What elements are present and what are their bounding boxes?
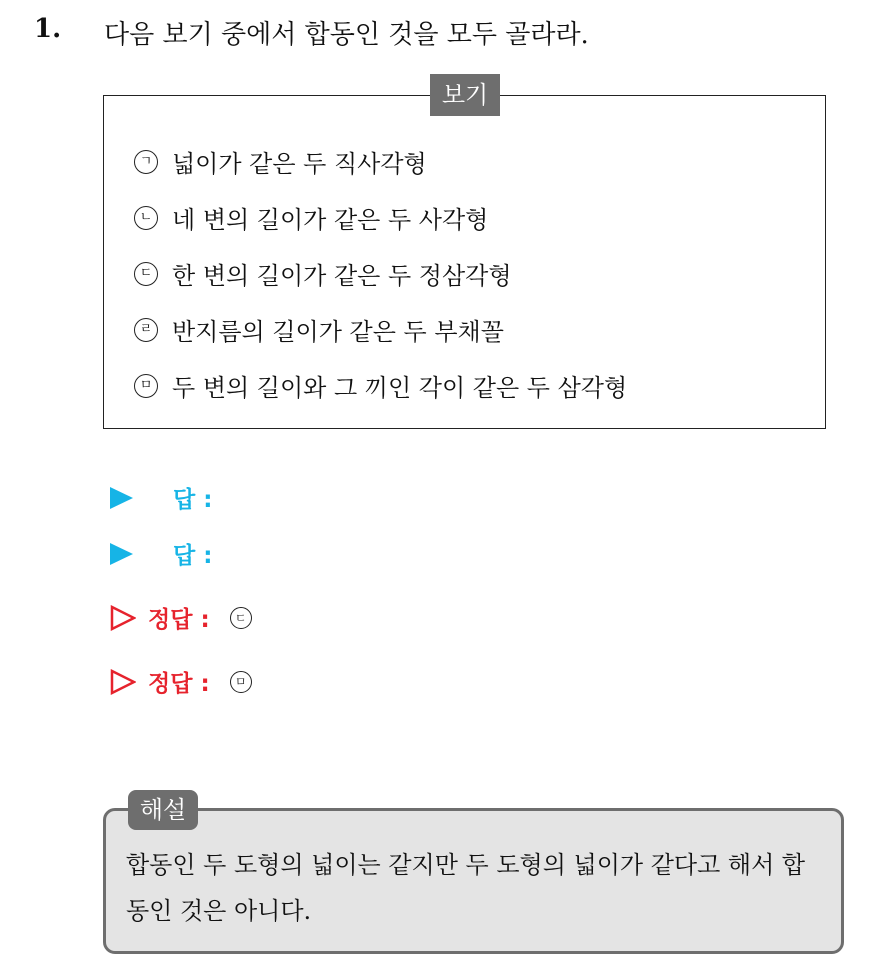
circled-answer-icon: ㅁ: [230, 671, 252, 693]
play-triangle-icon: [110, 487, 133, 509]
bogi-item-text: 네 변의 길이가 같은 두 사각형: [172, 206, 489, 234]
answer-label: 답 :: [173, 487, 213, 513]
explanation-text: 합동인 두 도형의 넓이는 같지만 두 도형의 넓이가 같다고 해서 합동인 것은 아니다.: [126, 851, 806, 925]
circled-answer-icon: ㄷ: [230, 607, 252, 629]
correct-answer-row: [110, 665, 252, 698]
bogi-item-text: 한 변의 길이가 같은 두 정삼각형: [172, 262, 512, 290]
bogi-item-text: 넓이가 같은 두 직사각형: [172, 150, 427, 178]
bogi-item: [134, 200, 488, 235]
outline-triangle-icon: [110, 669, 136, 695]
circled-marker-icon: ㅁ: [134, 374, 158, 398]
question-number: 1.: [34, 14, 62, 44]
bogi-item: [134, 144, 427, 179]
correct-answer-label: 정답 :: [148, 671, 210, 697]
bogi-item-text: 두 변의 길이와 그 끼인 각이 같은 두 삼각형: [172, 374, 628, 402]
answer-blank-row: [110, 481, 212, 514]
bogi-item-text: 반지름의 길이가 같은 두 부채꼴: [172, 318, 504, 346]
bogi-item: [134, 368, 627, 403]
bogi-item: [134, 256, 512, 291]
circled-marker-icon: ㄷ: [134, 262, 158, 286]
question-text: 다음 보기 중에서 합동인 것을 모두 골라라.: [104, 20, 589, 50]
circled-marker-icon: ㄱ: [134, 150, 158, 174]
answer-label: 답 :: [173, 543, 213, 569]
explanation-label: 해설: [128, 790, 198, 830]
bogi-item: [134, 312, 504, 347]
bogi-label: 보기: [430, 74, 500, 116]
circled-marker-icon: ㄴ: [134, 206, 158, 230]
play-triangle-icon: [110, 543, 133, 565]
correct-answer-label: 정답 :: [148, 607, 210, 633]
outline-triangle-icon: [110, 605, 136, 631]
answer-blank-row: [110, 537, 212, 570]
correct-answer-row: [110, 601, 252, 634]
circled-marker-icon: ㄹ: [134, 318, 158, 342]
